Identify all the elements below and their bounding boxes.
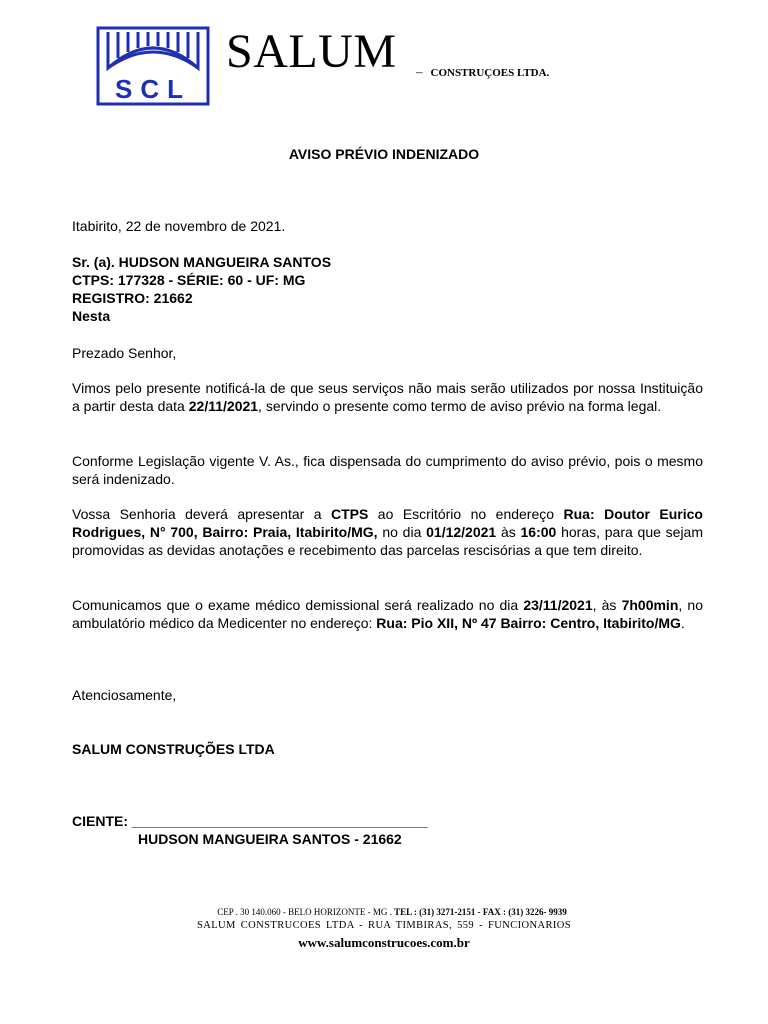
para4-text-4: .: [680, 615, 685, 631]
signatory: SALUM CONSTRUÇÕES LTDA: [72, 741, 275, 757]
recipient-ctps: CTPS: 177328 - SÉRIE: 60 - UF: MG: [72, 272, 306, 288]
company-name: SALUM: [226, 25, 397, 78]
para3-text-3: no dia: [377, 524, 427, 540]
signature-line: ______________________________________: [131, 813, 428, 829]
ciente-name: HUDSON MANGUEIRA SANTOS - 21662: [138, 831, 402, 847]
ciente-line: [72, 812, 703, 830]
recipient-nesta: Nesta: [72, 308, 111, 324]
para3-text-5: horas, para que sejam promovidas as devidas anotações e recebimento das parcelas rescisórias a que tem direito.: [72, 524, 703, 558]
company-sub-dash: –: [416, 64, 423, 79]
para3-text-1: Vossa Senhoria deverá apresentar a: [72, 506, 331, 522]
para1-text-1: Vimos pelo presente notificá-la de que seus serviços não mais serão utilizados por nossa Instituição a partir desta data: [72, 380, 703, 414]
scl-logo-icon: [96, 26, 210, 106]
footer-cep: CEP . 30 140.060 - BELO HORIZONTE - MG .: [217, 907, 395, 917]
footer-fax-label: FAX: [482, 907, 501, 917]
footer-tel-value: : (31) 3271-2151 -: [411, 907, 483, 917]
paragraph-medical-exam: [72, 596, 703, 632]
company-logo: [96, 26, 210, 106]
ciente-label: CIENTE:: [72, 813, 128, 829]
closing: Atenciosamente,: [72, 687, 177, 703]
para3-time: 16:00: [520, 524, 557, 540]
para3-address: Rua: Doutor Eurico Rodrigues, N° 700, Bairro: Praia, Itabirito/MG,: [72, 506, 703, 540]
para4-date: 23/11/2021: [523, 597, 593, 613]
recipient-name: Sr. (a). HUDSON MANGUEIRA SANTOS: [72, 254, 332, 270]
para4-time: 7h00min: [621, 597, 679, 613]
footer-address: SALUM CONSTRUCOES LTDA - RUA TIMBIRAS, 559 - FUNCIONARIOS: [197, 920, 571, 931]
paragraph-legislation: Conforme Legislação vigente V. As., fica dispensada do cumprimento do aviso prévio, pois o mesmo será indenizado.: [72, 453, 703, 487]
company-subtitle: [416, 64, 549, 80]
footer-fax-value: : (31) 3226- 9939: [500, 907, 567, 917]
document-title: AVISO PRÉVIO INDENIZADO: [288, 146, 480, 162]
salutation: Prezado Senhor,: [72, 345, 177, 361]
footer-website: www.salumconstrucoes.com.br: [298, 935, 470, 950]
para4-text-3: , no ambulatório médico da Medicenter no endereço:: [72, 597, 703, 631]
company-sub-text: CONSTRUÇOES LTDA.: [430, 67, 550, 79]
footer-tel-label: TEL: [394, 907, 412, 917]
para3-ctps: CTPS: [331, 506, 369, 522]
para1-date: 22/11/2021: [188, 398, 259, 414]
para3-date: 01/12/2021: [426, 524, 497, 540]
para4-text-1: Comunicamos que o exame médico demissional será realizado no dia: [72, 597, 524, 613]
paragraph-notice: [72, 379, 703, 415]
footer-contact: [0, 907, 768, 917]
place-date: Itabirito, 22 de novembro de 2021.: [72, 218, 286, 234]
paragraph-ctps: [72, 505, 703, 559]
para4-text-2: , às: [592, 597, 622, 613]
para3-text-4: às: [496, 524, 521, 540]
para1-text-2: , servindo o presente como termo de aviso prévio na forma legal.: [258, 398, 662, 414]
recipient-registro: REGISTRO: 21662: [72, 290, 193, 306]
logo-text: SCL: [115, 74, 191, 104]
para4-address: Rua: Pio XII, Nº 47 Bairro: Centro, Itabirito/MG: [376, 615, 681, 631]
para3-text-2: ao Escritório no endereço: [368, 506, 564, 522]
recipient-block: [72, 253, 703, 325]
